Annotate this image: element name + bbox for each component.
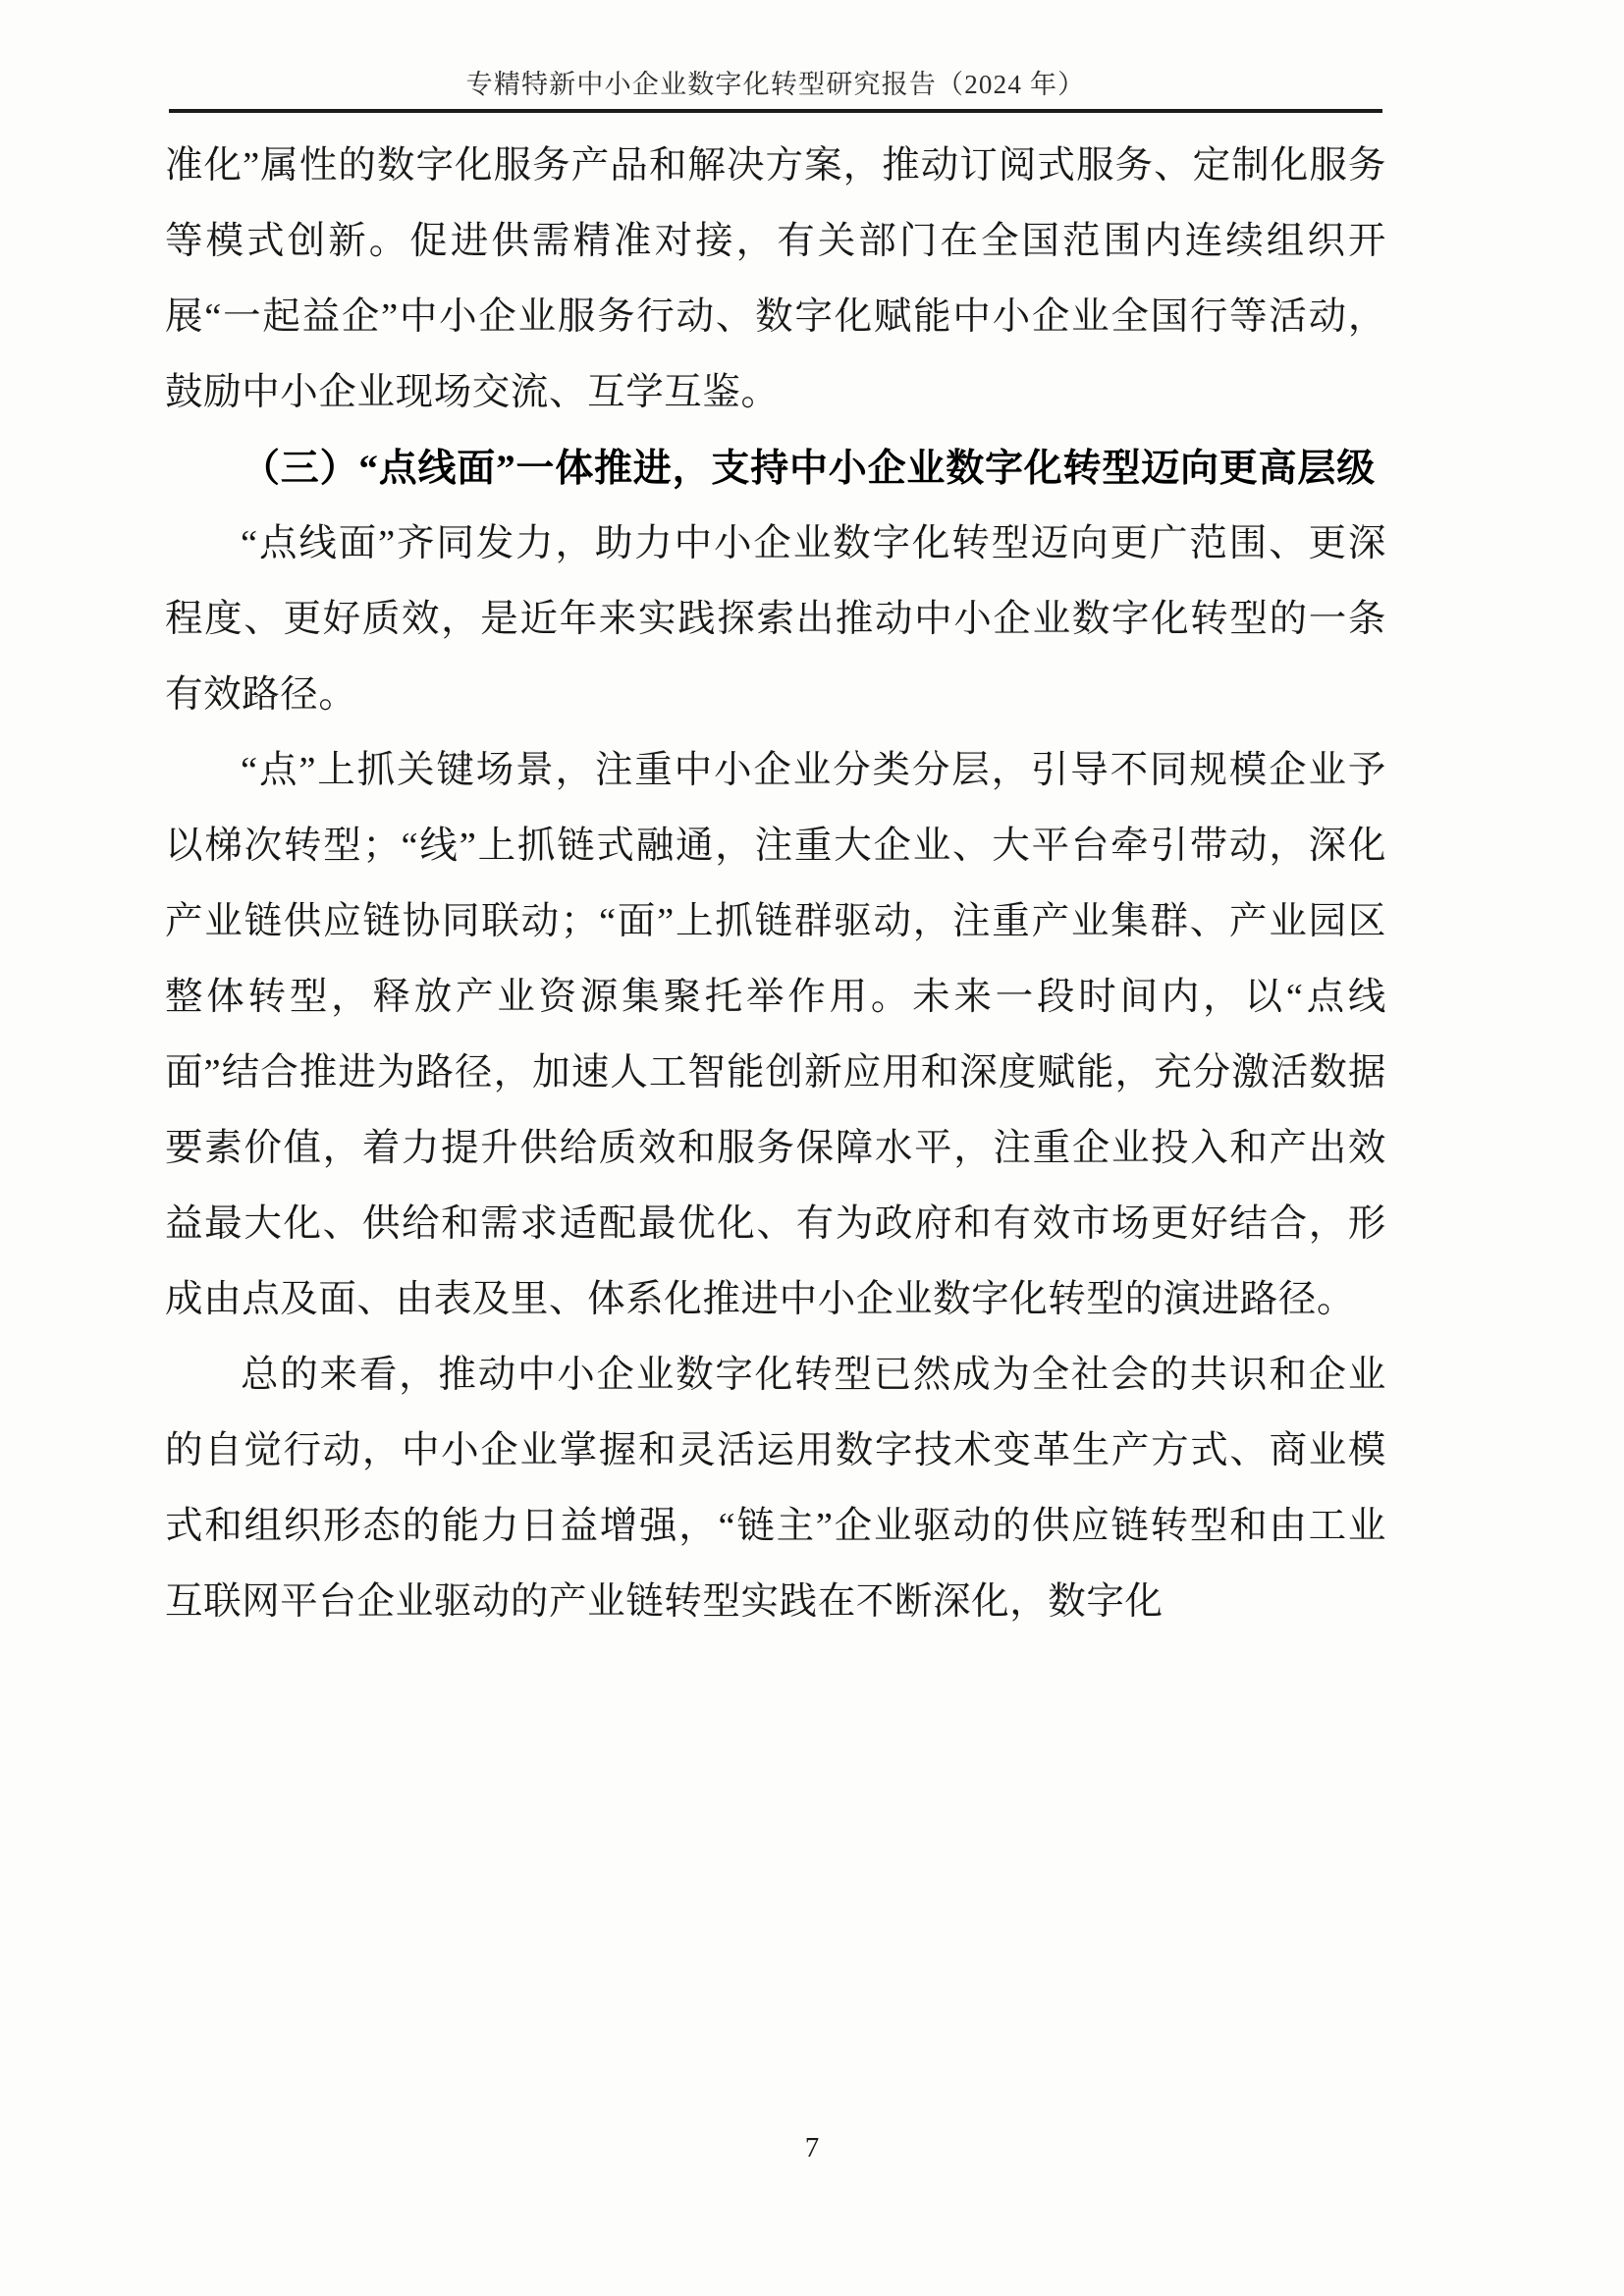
- header-divider: [169, 109, 1382, 113]
- page-number: 7: [804, 2132, 820, 2163]
- paragraph-dianxianmian-detail: “点”上抓关键场景，注重中小企业分类分层，引导不同规模企业予以梯次转型；“线”上抓链式融通，注重大企业、大平台牵引带动，深化产业链供应链协同联动；“面”上抓链群驱动，注重产业集群、产业园区整体转型，释放产业资源集聚托举作用。未来一段时间内，以“点线面”结合推进为路径，加速人工智能创新应用和深度赋能，充分激活数据要素价值，着力提升供给质效和服务保障水平，注重企业投入和产出效益最大化、供给和需求适配最优化、有为政府和有效市场更好结合，形成由点及面、由表及里、体系化推进中小企业数字化转型的演进路径。: [165, 750, 1386, 1320]
- paragraph-dianxianmian-overview: “点线面”齐同发力，助力中小企业数字化转型迈向更广范围、更深程度、更好质效，是近年来实践探索出推动中小企业数字化转型的一条有效路径。: [165, 523, 1386, 716]
- header-title: 专精特新中小企业数字化转型研究报告（2024 年）: [465, 70, 1086, 99]
- running-header: [169, 69, 1382, 121]
- paragraph-summary: 总的来看，推动中小企业数字化转型已然成为全社会的共识和企业的自觉行动，中小企业掌握和灵活运用数字技术变革生产方式、商业模式和组织形态的能力日益增强，“链主”企业驱动的供应链转型和由工业互联网平台企业驱动的产业链转型实践在不断深化，数字化: [165, 1355, 1386, 1623]
- paragraph-continued: 准化”属性的数字化服务产品和解决方案，推动订阅式服务、定制化服务等模式创新。促进供需精准对接，有关部门在全国范围内连续组织开展“一起益企”中小企业服务行动、数字化赋能中小企业全国行等活动，鼓励中小企业现场交流、互学互鉴。: [165, 145, 1386, 413]
- section-heading-three: （三）“点线面”一体推进，支持中小企业数字化转型迈向更高层级: [242, 448, 1377, 490]
- body-text-column: [165, 129, 1386, 1640]
- page-footer: [0, 2132, 1624, 2164]
